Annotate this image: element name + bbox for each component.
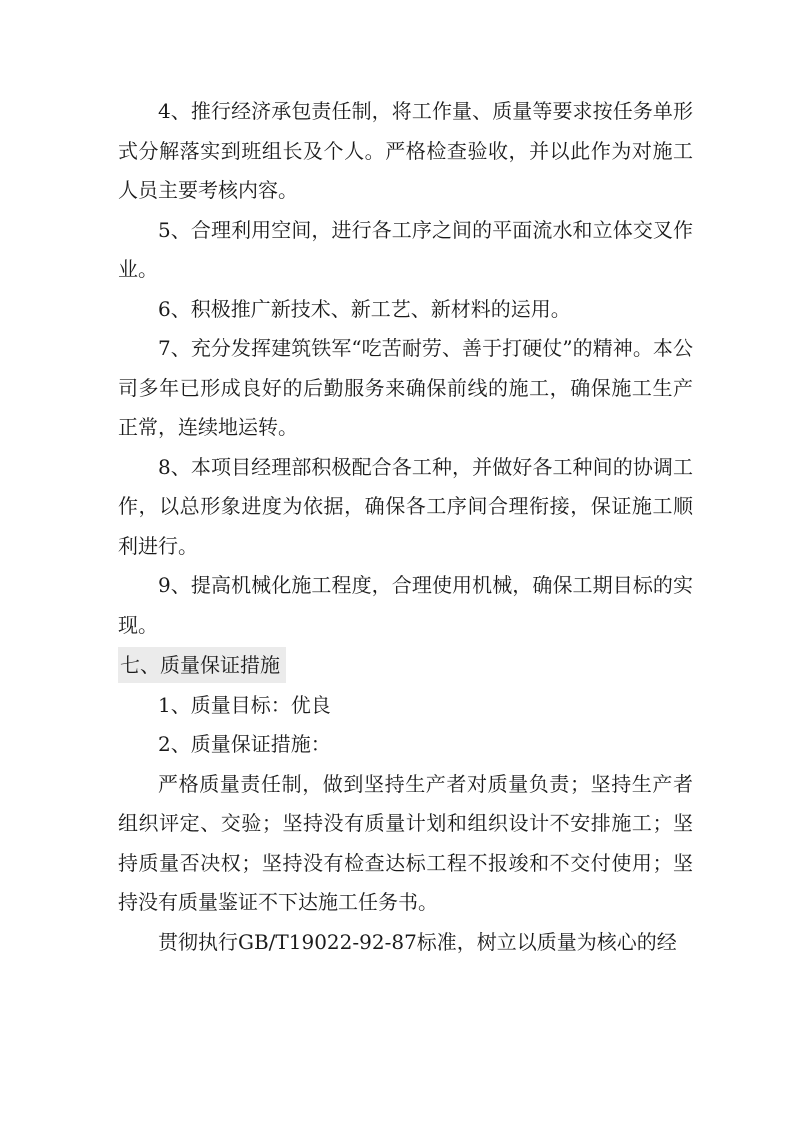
paragraph-item-4: 4、推行经济承包责任制，将工作量、质量等要求按任务单形式分解落实到班组长及个人。严格检查验收，并以此作为对施工人员主要考核内容。 [118, 99, 693, 202]
paragraph-item-6: 6、积极推广新技术、新工艺、新材料的运用。 [158, 296, 571, 321]
paragraph-quality-responsibility: 严格质量责任制，做到坚持生产者对质量负责；坚持生产者组织评定、交验；坚持没有质量计划和组织设计不安排施工；坚持质量否决权；坚持没有检查达标工程不报竣和不交付使用；坚持没有质量鉴证不下达施工任务书。 [118, 771, 693, 914]
section-heading-wrapper [118, 645, 693, 686]
paragraph-item-9: 9、提高机械化施工程度，合理使用机械，确保工期目标的实现。 [118, 573, 693, 637]
paragraph-item-5: 5、合理利用空间，进行各工序之间的平面流水和立体交叉作业。 [118, 217, 693, 281]
paragraph-standard: 贯彻执行GB/T19022-92-87标准，树立以质量为核心的经 [158, 929, 677, 954]
paragraph-quality-measures-title: 2、质量保证措施： [158, 732, 331, 756]
paragraph-quality-goal: 1、质量目标：优良 [158, 692, 331, 717]
paragraph-item-8: 8、本项目经理部积极配合各工种，并做好各工种间的协调工作，以总形象进度为依据，确保各工序间合理衔接，保证施工顺利进行。 [118, 454, 693, 558]
section-heading: 七、质量保证措施 [118, 647, 286, 683]
paragraph-item-7: 7、充分发挥建筑铁军“吃苦耐劳、善于打硬仗”的精神。本公司多年已形成良好的后勤服务来确保前线的施工，确保施工生产正常，连续地运转。 [118, 336, 693, 439]
document-page [118, 92, 693, 962]
